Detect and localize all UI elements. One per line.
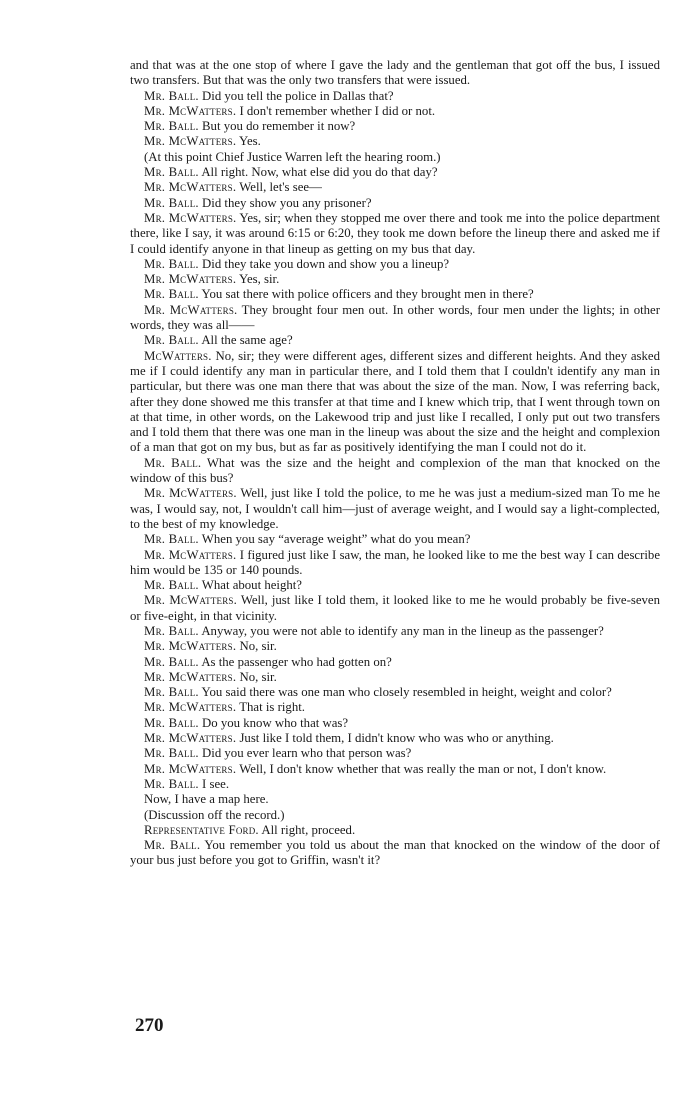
speaker-name: Mr. McWatters. <box>144 700 237 715</box>
speaker-name: Mr. McWatters. <box>144 547 237 562</box>
paragraph <box>130 104 660 119</box>
paragraph <box>130 685 660 700</box>
paragraph <box>130 624 660 639</box>
speaker-name: Mr. McWatters. <box>144 103 237 118</box>
paragraph <box>130 180 660 195</box>
paragraph-text: Yes. <box>238 134 261 149</box>
paragraph-text: Well, let's see— <box>239 180 322 195</box>
speaker-name: Mr. McWatters. <box>144 272 237 287</box>
speaker-name: Mr. Ball. <box>144 195 199 210</box>
page-number: 270 <box>135 1015 164 1036</box>
paragraph <box>130 823 660 838</box>
paragraph <box>130 333 660 348</box>
paragraph-text: Anyway, you were not able to identify any man in the lineup as the passenger? <box>201 623 604 638</box>
transcript-body <box>130 58 660 869</box>
paragraph <box>130 134 660 149</box>
paragraph-text: As the passenger who had gotten on? <box>201 654 392 669</box>
paragraph-text: Well, just like I told the police, to me he was just a medium-sized man To me he was, I would say, not, I wouldn't call him—just of average weight, and I would say a light-complected, to the best of my knowledge. <box>130 486 660 531</box>
speaker-name: Mr. Ball. <box>144 654 199 669</box>
paragraph-text: (Discussion off the record.) <box>144 807 285 822</box>
paragraph-text: Yes, sir; when they stopped me over there and took me into the police department there, like I say, it was around 6:15 or 6:20, they took me down before the lineup there and asked me if I could identify anyone in that lineup as getting on my bus that day. <box>130 210 660 256</box>
paragraph <box>130 211 660 257</box>
speaker-name: Representative Ford. <box>144 822 259 837</box>
paragraph-text: Did you ever learn who that person was? <box>202 746 412 761</box>
speaker-name: Mr. Ball. <box>144 715 199 730</box>
speaker-name: Mr. McWatters. <box>144 302 238 317</box>
speaker-name: Mr. McWatters. <box>144 761 237 776</box>
speaker-name: Mr. Ball. <box>144 838 201 853</box>
paragraph <box>130 593 660 624</box>
paragraph <box>130 287 660 302</box>
paragraph <box>130 272 660 287</box>
paragraph-text: All the same age? <box>201 333 293 348</box>
paragraph <box>130 532 660 547</box>
speaker-name: Mr. Ball. <box>144 165 199 180</box>
paragraph-text: Do you know who that was? <box>202 715 349 730</box>
paragraph <box>130 303 660 334</box>
paragraph-text: I see. <box>202 776 230 791</box>
speaker-name: Mr. McWatters. <box>144 180 237 195</box>
paragraph-text: What about height? <box>201 578 302 593</box>
speaker-name: Mr. Ball. <box>144 119 199 134</box>
speaker-name: Mr. Ball. <box>144 776 199 791</box>
paragraph <box>130 777 660 792</box>
paragraph-text: They brought four men out. In other words, four men under the lights; in other words, they was all—— <box>130 302 660 333</box>
speaker-name: Mr. Ball. <box>144 455 202 470</box>
speaker-name: Mr. McWatters. <box>144 210 237 225</box>
speaker-name: Mr. Ball. <box>144 578 199 593</box>
speaker-name: Mr. McWatters. <box>144 669 237 684</box>
paragraph-text: No, sir. <box>239 669 277 684</box>
paragraph <box>130 746 660 761</box>
paragraph-text: You said there was one man who closely resembled in height, weight and color? <box>201 685 612 700</box>
paragraph-text: Well, just like I told them, it looked like to me he would probably be five-seven or five-eight, in that vicinity. <box>130 593 660 623</box>
paragraph-text: No, sir. <box>239 639 277 654</box>
speaker-name: Mr. Ball. <box>144 287 199 302</box>
speaker-name: Mr. Ball. <box>144 746 199 761</box>
paragraph <box>130 762 660 777</box>
paragraph <box>130 119 660 134</box>
paragraph <box>130 349 660 456</box>
paragraph <box>130 548 660 579</box>
paragraph-text: Did they take you down and show you a lineup? <box>202 256 450 271</box>
paragraph <box>130 58 660 89</box>
speaker-name: Mr. McWatters. <box>144 486 237 501</box>
paragraph-text: You sat there with police officers and they brought men in there? <box>201 287 534 302</box>
paragraph-text: I don't remember whether I did or not. <box>239 103 436 118</box>
speaker-name: Mr. McWatters. <box>144 134 237 149</box>
paragraph-text: Well, I don't know whether that was really the man or not, I don't know. <box>239 761 607 776</box>
paragraph-text: I figured just like I saw, the man, he looked like to me the best way I can describe him would be 135 or 140 pounds. <box>130 547 661 577</box>
paragraph-text: and that was at the one stop of where I gave the lady and the gentleman that got off the bus, I issued two transfers. But that was the only two transfers that were issued. <box>130 58 660 88</box>
speaker-name: Mr. Ball. <box>144 532 199 547</box>
paragraph-text: When you say “average weight” what do you mean? <box>201 532 471 547</box>
paragraph <box>130 655 660 670</box>
paragraph-text: That is right. <box>239 700 305 715</box>
paragraph-text: What was the size and the height and complexion of the man that knocked on the window of this bus? <box>130 455 661 486</box>
speaker-name: McWatters. <box>144 348 212 363</box>
speaker-name: Mr. Ball. <box>144 623 199 638</box>
paragraph-text: No, sir; they were different ages, different sizes and different heights. And they asked me if I could identify any man in particular there, and I told them that I couldn't identify any man in particular, but there was one man there that was about the size of the man. Now, I was referring back, after they done showed me this transfer at that time and I knew which trip, that I went through town on at that time, in other words, on the Lakewood trip and just like I recalled, I only put out two transfers and I told them that there was one man in the lineup was about the size and the height and complexion of a man that got on my bus, but as far as positively identifying the man I could not do it. <box>130 348 661 455</box>
paragraph-text: All right. Now, what else did you do that day? <box>201 165 438 180</box>
speaker-name: Mr. Ball. <box>144 88 199 103</box>
paragraph <box>130 150 660 165</box>
speaker-name: Mr. Ball. <box>144 333 199 348</box>
paragraph-text: Now, I have a map here. <box>144 792 269 807</box>
paragraph <box>130 89 660 104</box>
paragraph <box>130 165 660 180</box>
speaker-name: Mr. McWatters. <box>144 593 238 608</box>
paragraph <box>130 716 660 731</box>
speaker-name: Mr. McWatters. <box>144 639 237 654</box>
paragraph-text: Did you tell the police in Dallas that? <box>202 88 394 103</box>
paragraph-text: Just like I told them, I didn't know who was who or anything. <box>239 731 554 746</box>
paragraph <box>130 196 660 211</box>
paragraph-text: You remember you told us about the man that knocked on the window of the door of your bus just before you got to Griffin, wasn't it? <box>130 838 660 868</box>
paragraph <box>130 257 660 272</box>
speaker-name: Mr. Ball. <box>144 256 199 271</box>
paragraph-text: Did they show you any prisoner? <box>202 195 372 210</box>
paragraph-text: Yes, sir. <box>238 272 280 287</box>
paragraph <box>130 731 660 746</box>
paragraph <box>130 486 660 532</box>
paragraph <box>130 838 660 869</box>
paragraph <box>130 700 660 715</box>
paragraph <box>130 792 660 807</box>
paragraph <box>130 808 660 823</box>
paragraph-text: But you do remember it now? <box>202 119 356 134</box>
paragraph <box>130 639 660 654</box>
paragraph-text: All right, proceed. <box>261 822 356 837</box>
speaker-name: Mr. McWatters. <box>144 731 237 746</box>
paragraph <box>130 670 660 685</box>
paragraph <box>130 578 660 593</box>
paragraph <box>130 456 660 487</box>
speaker-name: Mr. Ball. <box>144 685 199 700</box>
paragraph-text: (At this point Chief Justice Warren left the hearing room.) <box>144 149 441 164</box>
